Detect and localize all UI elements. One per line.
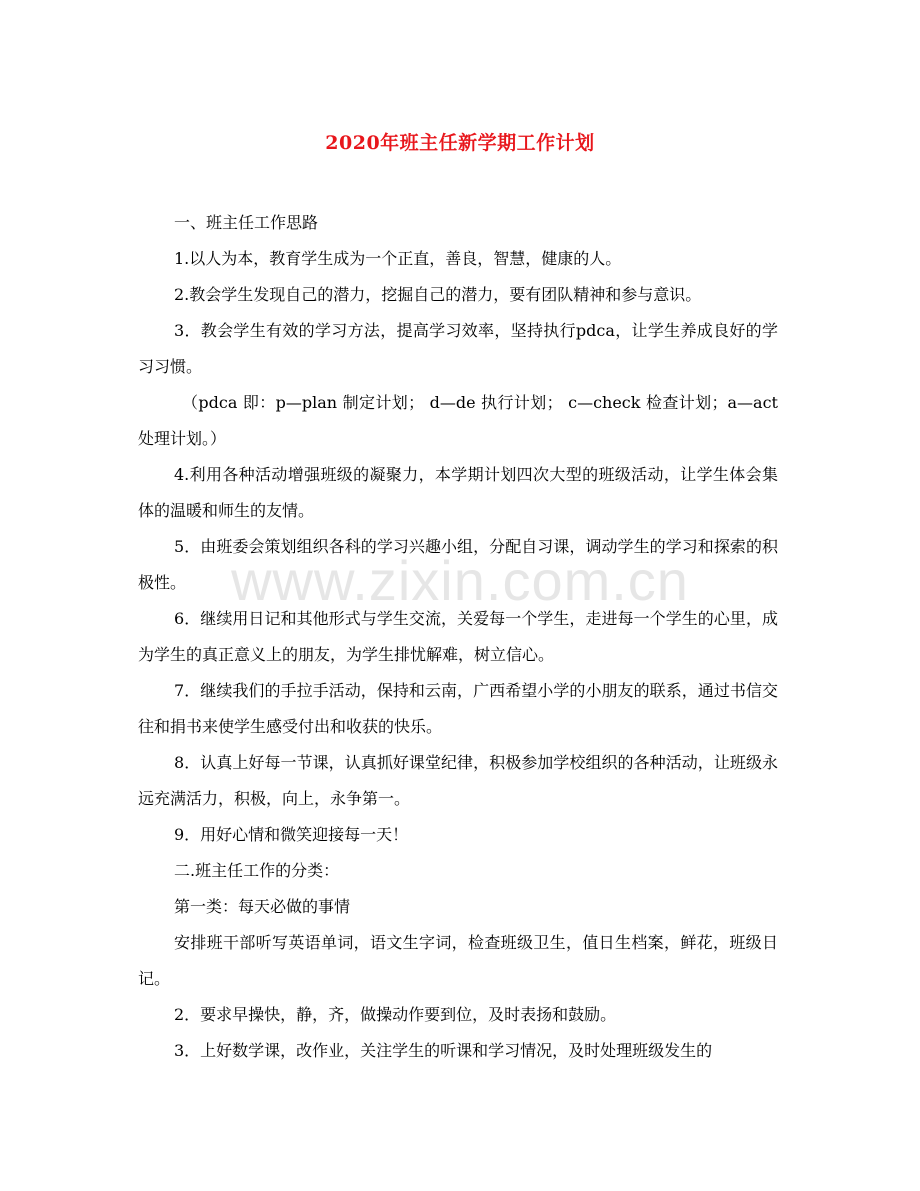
paragraph-item-2: 2.教会学生发现自己的潜力，挖掘自己的潜力，要有团队精神和参与意识。 xyxy=(174,285,702,304)
paragraph-item-6: 6．继续用日记和其他形式与学生交流，关爱每一个学生，走进每一个学生的心里，成为学生的真正意义上的朋友，为学生排忧解难，树立信心。 xyxy=(138,609,778,664)
paragraph-daily-3: 3．上好数学课，改作业，关注学生的听课和学习情况，及时处理班级发生的 xyxy=(174,1041,713,1060)
document-title: 2020年班主任新学期工作计划 xyxy=(325,132,595,154)
paragraph-item-9: 9．用好心情和微笑迎接每一天！ xyxy=(174,825,409,844)
paragraph-item-4: 4.利用各种活动增强班级的凝聚力，本学期计划四次大型的班级活动，让学生体会集体的温暖和师生的友情。 xyxy=(138,465,778,520)
section-heading-2: 二.班主任工作的分类： xyxy=(174,861,340,880)
paragraph-pdca-note: （pdca 即：p—plan 制定计划； d—de 执行计划； c—check 检查计划；a—act 处理计划。） xyxy=(138,393,778,448)
subsection-heading-1: 第一类：每天必做的事情 xyxy=(174,897,351,916)
paragraph-item-1: 1.以人为本，教育学生成为一个正直，善良，智慧，健康的人。 xyxy=(174,249,622,268)
watermark: www.zixin.com.cn xyxy=(231,549,689,612)
paragraph-daily-2: 2．要求早操快，静，齐，做操动作要到位，及时表扬和鼓励。 xyxy=(174,1005,617,1024)
paragraph-item-5: 5．由班委会策划组织各科的学习兴趣小组，分配自习课，调动学生的学习和探索的积极性。 xyxy=(138,537,778,592)
paragraph-item-3: 3．教会学生有效的学习方法，提高学习效率，坚持执行pdca，让学生养成良好的学习习惯。 xyxy=(138,321,778,376)
paragraph-item-7: 7．继续我们的手拉手活动，保持和云南，广西希望小学的小朋友的联系，通过书信交往和捐书来使学生感受付出和收获的快乐。 xyxy=(138,681,778,736)
paragraph-daily-1: 安排班干部听写英语单词，语文生字词，检查班级卫生，值日生档案，鲜花，班级日记。 xyxy=(138,933,778,988)
section-heading-1: 一、班主任工作思路 xyxy=(174,213,319,232)
paragraph-item-8: 8．认真上好每一节课，认真抓好课堂纪律，积极参加学校组织的各种活动，让班级永远充满活力，积极，向上，永争第一。 xyxy=(138,753,778,808)
document-body xyxy=(138,205,778,1069)
